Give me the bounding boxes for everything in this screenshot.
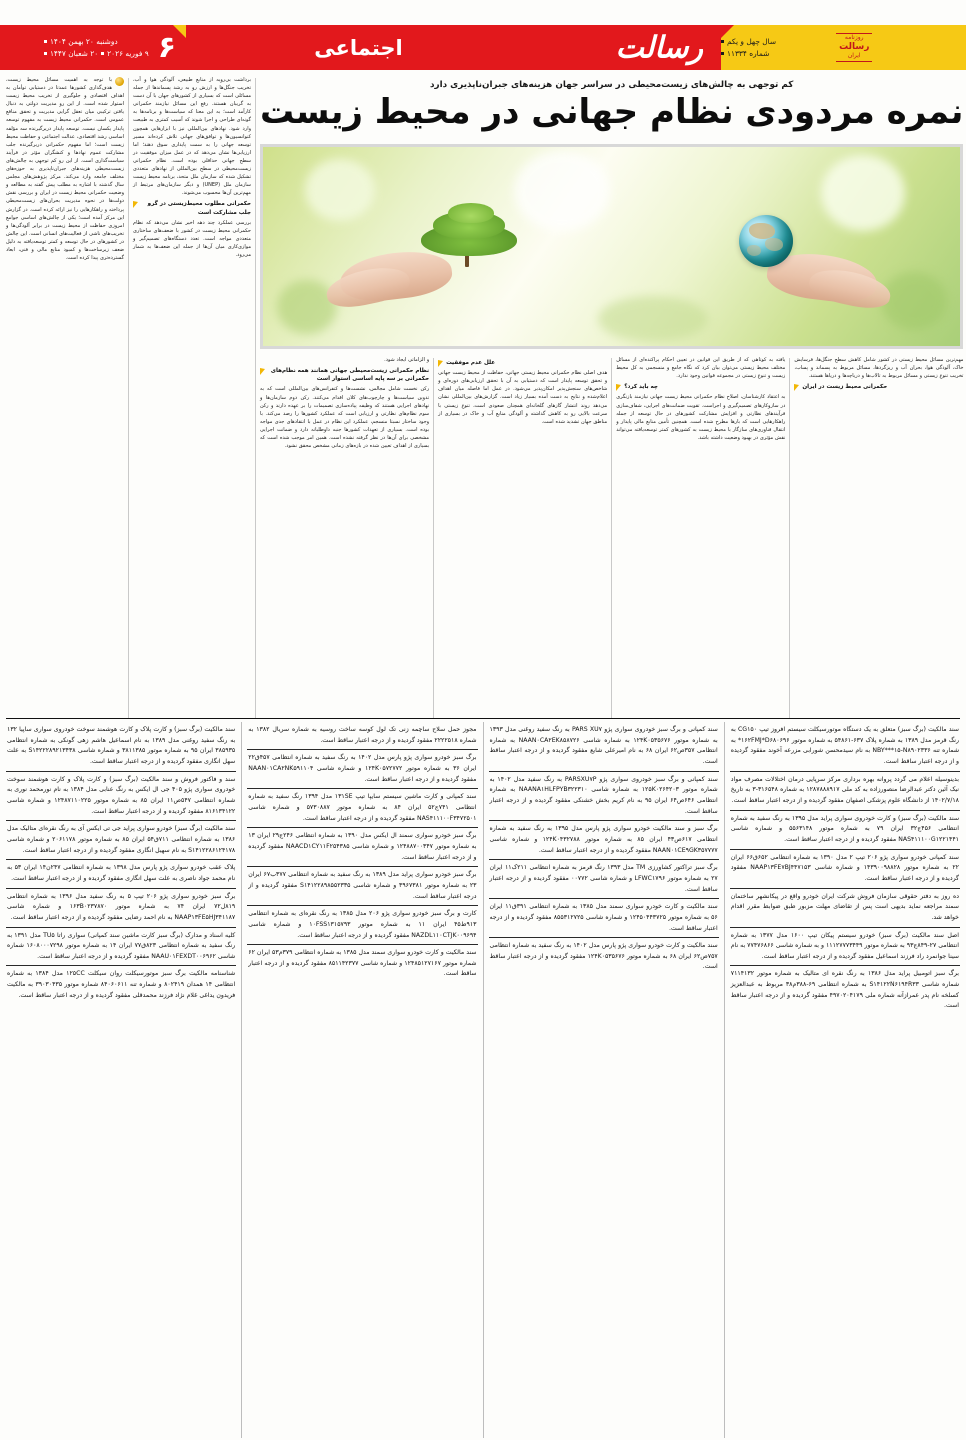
article-text: هدف اصلی نظام حکمرانی محیط زیستی جهانی، حفاظت از محیط زیست جهانی و تحقق توسعه پایدار است که دستیابی به آن با تحقق ارزیابی‌های دوره‌ای و شاخص‌های سنجش‌پذیر امکان‌پذیر می‌شود. در عمل اما فاصله میان اهداف اعلام‌شده و نتایج به دست آمده بسیار زیاد است. گزارش‌های بین‌المللی نشان می‌دهد روند انتشار گازهای گلخانه‌ای همچنان صعودی است، تنوع زیستی با سرعت بالایی رو به کاهش گذاشته و آلودگی منابع آب و خاک در بسیاری از مناطق جهان تشدید شده است. [438, 370, 608, 425]
article-column-right-1 [6, 76, 124, 718]
right-forearm [806, 264, 893, 313]
bokeh-light-icon [598, 296, 708, 342]
article-column-mid-2 [438, 356, 607, 718]
column-divider [611, 358, 612, 718]
emblem-top: روزنامه [844, 34, 864, 42]
article-paragraph [133, 76, 251, 197]
article-paragraph [260, 356, 429, 364]
classified-ad: سند مالکیت (برگ سبز) و کارت خودروی سواری پراید مدل ۱۳۹۵ به رنگ سفید به شماره انتظامی ۴۵۶ج۳۲ ایران ۷۹ به شماره موتور ۵۵۶۳۱۴۸ و شماره شاسی NAS۴۱۱۱۰۰G۱۲۲۱۴۴۱ مفقود گردیده و از درجه اعتبار ساقط است. [730, 811, 960, 850]
article-text: و الزاماتی ایجاد شود. [384, 357, 430, 364]
masthead [0, 25, 966, 70]
classified-ad: برگ سبز خودرو سواری پژو ۲۰۶ تیپ ۵ به رنگ سفید مدل ۱۳۹۶ به شماره انتظامی ۸۱۹ل۷۲ ایران ۷۴ به شماره موتور ۱۶۳B۰۲۳۷۸۷۰ و شماره شاسی NAAP۱۳FE۵HJ۳۴۱۱۸۷ به نام احمد رضایی مفقود گردیده و از درجه اعتبار ساقط است. [6, 889, 236, 928]
classified-ad: سند مالکیت (برگ سبز) خودرو سواری پراید جی تی ایکس آی به رنگ نقره‌ای متالیک مدل ۱۳۸۶ به شماره انتظامی ۷۱۱ق۵۴ ایران ۸۵ به شماره موتور ۲۰۶۱۱۷۸ و شماره شاسی S۱۴۱۲۲۸۶۱۲۴۱۷۸ به نام سهیل انگاری مفقود گردیده و از درجه اعتبار ساقط است. [6, 821, 236, 860]
classified-ad: سند مالکیت و کارت خودرو سواری سمند مدل ۱۳۸۵ به شماره انتظامی ۳۹۱ق۱۱ ایران ۵۶ به شماره موتور ۱۲۴۵۰۴۴۳۷۲۵ و شماره شاسی ۸۵۵۳۱۲۷۲۵ مفقود گردیده و از درجه اعتبار ساقط است. [489, 899, 719, 938]
article-text: مهم‌ترین مسائل محیط زیستی در کشور شامل کاهش سطح جنگل‌ها، فرسایش خاک، آلودگی هوا، بحران آب و ریزگردها، مسائل مربوط به پسماند و پساب، تخریب تنوع زیستی و مسائل مربوط به تالاب‌ها و دریاچه‌ها و دریاها هستند. [794, 357, 964, 380]
section-divider-rule [6, 718, 960, 719]
article-column-right-2 [133, 76, 251, 718]
masthead-issue-info [721, 25, 966, 70]
classified-ad: برگ سبز خودرو سواری پژو پارس مدل ۱۴۰۲ به رنگ سفید به شماره انتظامی ۴۵۷ق۲۲ ایران ۳۶ به شماره موتور ۱۲۴K۰۵۷۲۷۷۲ و شماره شاسی NAAN۰۱CA۲NK۵۹۱۱۰۴ مفقود گردیده و از درجه اعتبار ساقط است. [247, 750, 477, 789]
classified-ad: مجوز حمل سلاح ساچمه زنی تک لول کوسه ساخت روسیه به شماره سریال ۱۳۸۲ به شماره ۲۲۲۲۵۱۸ مفقود گردیده و از درجه اعتبار ساقط است. [247, 722, 477, 750]
article-text: بررسی عملکرد چند دهه اخیر نشان می‌دهد که نظام حکمرانی محیط زیست در کشور با ضعف‌های ساختاری متعددی مواجه است. تعدد دستگاه‌های تصمیم‌گیر و موازی‌کاری میان آن‌ها از جمله این ضعف‌ها به شمار می‌رود. [133, 219, 251, 258]
article-paragraph [438, 369, 607, 426]
article-subhead-5 [133, 200, 251, 216]
article-subhead-1 [260, 367, 429, 383]
corner-fold-icon [173, 25, 186, 38]
flag-marker-icon [616, 384, 621, 391]
classified-ad: برگ سبز خودرو سواری سمند ال ایکس مدل ۱۳۹۰ به شماره انتظامی ۲۴۶ج۲۹ ایران ۱۳ به شماره موتور ۱۲۴۸۸۷۰۰۳۴۷ و شماره شاسی NAACD۱CY۱۱F۲۵۴۳۸۵ مفقود گردیده و از درجه اعتبار ساقط است. [247, 828, 477, 867]
article-paragraph [133, 219, 251, 259]
subhead-text: حکمرانی مطلوب محیط‌زیستی در گرو جلب مشارکت است [147, 201, 251, 216]
classified-ad: سند کمپانی خودرو سواری پژو ۲۰۶ تیپ ۲ مدل ۱۳۹۰ به شماره انتظامی ۶۵۲ق۶۶ ایران ۲۲ به شماره موتور ۱۴۳۹۰۰۹۸۸۲۸ و شماره شاسی NAAP۱۳FE۷BJ۴۴۷۱۵۳ مفقود گردیده و از درجه اعتبار ساقط است. [730, 850, 960, 889]
column-divider [128, 78, 129, 718]
corner-fold-icon [721, 25, 734, 38]
classified-ad: سند مالکیت (برگ سبز) متعلق به یک دستگاه موتورسیکلت سیستم افروز تیپ CG۱۵۰ به رنگ قرمز مدل ۱۳۸۹ به شماره پلاک ۶۳۷-۵۴۸۶۱ به شماره موتور ۱۶۲FMJ*D۶۸۰۶۹۶* به شماره تنه NBY***۱۵-N۸۹۰۲۳۳۶ به نام سیدمحسن شورابی مزرعه آخوند مفقود گردیده و از درجه اعتبار ساقط است. [730, 722, 960, 772]
bullet-square-icon [721, 52, 724, 55]
article-column-mid-1 [616, 356, 785, 718]
classified-ad: پلاک عقب خودرو سواری پژو پارس مدل ۱۳۹۸ به شماره انتظامی ۲۴۷ن۱۴ ایران ۵۳ به نام محمد جواد ناصری به علت سهل انگاری مفقود گردیده و از درجه اعتبار ساقط است. [6, 860, 236, 888]
classified-ad: سند و فاکتور فروش و سند مالکیت (برگ سبز) و کارت پلاک و کارت هوشمند سوخت خودروی سواری پژو ۴۰۵ جی ال ایکس به رنگ عنابی مدل ۱۳۸۴ به نام نورمحمد نوری به شماره انتظامی ۵۴۷ص۱۱ ایران ۸۵ به شماره موتور ۱۲۴۸۷۱۱۰۲۲۵ و شماره شاسی ۸۱۶۱۳۴۱۲۲ مفقود گردیده و از درجه اعتبار ساقط است. [6, 772, 236, 822]
classified-ad: شناسنامه مالکیت برگ سبز موتورسیکلت روان سیکلت ۱۲۵CC مدل ۱۳۸۴ به شماره انتظامی ۱۴ همدان ۸۰۲۴۱۹ و شماره تنه ۸۴۰۶۰۶۱۱ شماره موتور ۳۹۰۳۰۴۳۵ به مالکیت فریدون یداغی غلام نژاد فرزند محمدقلی مفقود گردیده و از درجه اعتبار ساقط است. [7, 970, 236, 999]
section-title: اجتماعی [314, 35, 403, 60]
emblem-main: رسالت [839, 42, 870, 53]
classified-column-3 [489, 722, 719, 1438]
date-lunar: ۲۰ شعبان ۱۴۴۷ [49, 49, 99, 58]
article-paragraph [616, 356, 785, 380]
tree-icon [409, 203, 529, 273]
subhead-text: حکمرانی محیط زیست در ایران [802, 384, 888, 391]
bokeh-light-icon [305, 159, 375, 221]
bokeh-light-icon [821, 155, 905, 231]
page-number: ۶ [157, 29, 176, 65]
globe-icon [739, 215, 793, 267]
bullet-square-icon [101, 52, 104, 55]
article-text: یافته به کوتاهی که از طریق این قوانین در تعیین احکام پراکنده‌ای از مسائل مختلف محیط زیستی می‌توان بیان کرد که نگاه جامع و منسجمی به کل محیط زیست و تنوع زیستی در مجموعه قوانین وجود ندارد. [616, 357, 786, 380]
column-divider [724, 722, 725, 1438]
classified-ad: کلیه اسناد و مدارک (برگ سبز کارت ماشین سند کمپانی) سواری راتا TU۵ مدل ۱۳۹۱ به رنگ سفید به شماره انتظامی ۸۲۳ق۷۷ ایران ۱۴ به شماره موتور ۱۶۰۸۰۰۰۷۲۹۸ شماره شاسی NAAU۰۱FEXDT۰۰۶۹۶۲ مفقود گردیده و از درجه اعتبار ساقط است. [6, 928, 236, 967]
column-divider [433, 358, 434, 718]
classified-ad: بدینوسیله اعلام می گردد پروانه بهره برداری مرکز سرپایی درمان اختلالات مصرف مواد نیک آئین دکتر عبدالرضا منصورزاده به کد ملی ۱۲۸۷۸۸۸۹۱۷ به شماره ۳۱۶۵۴۸-۳ به تاریخ ۱۴۰۲/۷/۱۸ از دانشگاه علوم پزشکی اصفهان مفقود گردیده و از درجه اعتبار ساقط است. [730, 772, 960, 811]
article-main-block [260, 76, 963, 718]
newspaper-logo: رسالت [615, 30, 703, 65]
flag-marker-icon [260, 368, 265, 375]
classified-ads-section [0, 722, 966, 1438]
article-paragraph [616, 393, 785, 442]
emblem-bottom: ایران [847, 51, 861, 59]
article-text: رکن نخست شامل مجالس، نشست‌ها و کنفرانس‌های بین‌المللی است که به تدوین سیاست‌ها و چارچوب‌های کلان اقدام می‌کنند. رکن دوم سازمان‌ها و نهادهای اجرایی هستند که وظیفه پیاده‌سازی تصمیمات را بر عهده دارند و رکن سوم نظام‌های نظارتی و ارزیابی است که عملکرد کشورها را رصد می‌کند. با وجود ساختار نسبتا منسجم، عملکرد این نظام در عمل با انتقادهای جدی مواجه بوده است. بسیاری از تعهدات کشورها جنبه داوطلبانه دارد و ضمانت اجرایی مشخصی برای آن‌ها در نظر گرفته نشده است. همین امر موجب شده است که بسیاری از اهداف تعیین شده در بازه‌های زمانی مشخص محقق نشود. [260, 386, 430, 450]
article-kicker: کم توجهی به چالش‌های زیست‌محیطی در سراسر جهان هزینه‌های جبران‌ناپذیری دارد [430, 80, 794, 90]
article-text: برداشت بی‌رویه از منابع طبیعی، آلودگی هوا و آب، تخریب جنگل‌ها و ارزش رو به رشد پسماندها از جمله مسائلی است که بسیاری از کشورهای جهان با آن دست به گریبان هستند. رفع این مسائل نیازمند حکمرانی کارآمد است؛ به این معنا که سیاست‌ها و برنامه‌ها به گونه‌ای طراحی و اجرا شوند که آسیب کمتری به طبیعت وارد شود. نهادهای بین‌المللی نیز با ابزارهایی همچون کنوانسیون‌ها و توافق‌های جهانی تلاش کرده‌اند مسیر توسعه جهانی را به سمت پایداری سوق دهند؛ اما ارزیابی‌ها نشان می‌دهد که در عمل میزان موفقیت در سطح جهانی حداقلی بوده است. نظام حکمرانی زیست‌محیطی در سطح بین‌المللی از نهادهای متعددی تشکیل شده که سازمان ملل متحد، برنامه محیط زیست سازمان ملل (UNEP) و دیگر سازمان‌های مرتبط از مهم‌ترین آن‌ها محسوب می‌شوند. [133, 77, 251, 197]
flag-marker-icon [133, 201, 138, 208]
issue-number-line [721, 49, 776, 58]
left-forearm [323, 262, 412, 313]
page-title: نمره مردودی نظام جهانی در محیط زیست [260, 92, 964, 132]
classified-ad: سند کمپانی و برگ سبز خودروی سواری پژو PARSXU۷P به رنگ سفید مدل ۱۴۰۲ به شماره موتور ۱۲۵K۰۲۶۴۲۰۳ به شماره شاسی NAANA۱HLFPYB۳۲۲۳۱۰ به شماره انتظامی ۶۴۶ص۶۴ ایران ۹۵ به نام کریم بخش خشنکی مفقود گردیده و از درجه اعتبار ساقط است. [489, 772, 719, 822]
issue-block [721, 37, 776, 59]
masthead-center [186, 25, 721, 70]
date-solar: دوشنبه ۲۰ بهمن ۱۴۰۴ [49, 36, 118, 46]
article-zone [0, 72, 966, 718]
classified-ad: کارت و برگ سبز خودرو سواری پژو ۲۰۶ مدل ۱۳۸۵ به رنگ نقره‌ای به شماره انتظامی ۹۱۳ط۴۵ ایران ۱۱ به شماره موتور ۱۰FSS۱۳۱۵۷۹۳ و شماره شاسی NAZDL۱۱۰CTJK۰۰۹۶۹۴ مفقود گردیده و از درجه اعتبار ساقط است. [247, 906, 477, 945]
article-photo [260, 144, 963, 349]
masthead-page-info [0, 25, 186, 70]
classified-ad: سند مالکیت (برگ سبز) و کارت پلاک و کارت هوشمند سوخت خودروی سواری ساپیا ۱۳۲ به رنگ سفید روغنی مدل ۱۳۸۹ به نام اسماعیل هاشم زهی گونکی به شماره انتظامی ۳۸۵۹۳۵ ایران ۹۵ به شماره موتور ۳۸۱۱۳۸۵ و شماره شاسی S۱۴۲۲۲۸۹۲۱۳۴۳۸ به علت سهل انگاری مفقود گردیده و از درجه اعتبار ساقط است. [6, 722, 236, 772]
bullet-square-icon [44, 40, 47, 43]
classified-ad: برگ سبز خودرو سواری پراید مدل ۱۳۸۹ به رنگ سفید به شماره انتظامی ۳۷۷ب۶۷ ایران ۲۳ به شماره موتور ۳۹۶۷۳۸۱ و شماره شاسی S۱۴۱۲۲۸۹۸۵۵۲۳۳۵ مفقود گردیده و از درجه اعتبار ساقط است. [247, 867, 477, 906]
subhead-text: چه باید کرد؟ [624, 384, 658, 391]
article-paragraph [6, 76, 124, 262]
article-body-columns [260, 356, 963, 718]
classified-ad: برگ سبز تراکتور کشاورزی TM مدل ۱۳۹۳ رنگ قرمز به شماره انتظامی ۲۱۱ک۱۱ ایران ۲۷ به شماره موتور LFWC۱۷۹۶ و شماره شاسی ۰۰۷۷۲ مفقود گردیده و از درجه اعتبار ساقط است. [489, 860, 719, 899]
column-divider [483, 722, 484, 1438]
flag-marker-icon [438, 360, 443, 367]
date-line-solar [44, 37, 149, 46]
issue-number: شماره ۱۱۳۳۴ [727, 49, 770, 58]
subhead-text: علل عدم موفقیت [446, 360, 496, 367]
classified-ad: سند کمپانی و برگ سبز خودروی سواری پژو PARS XU۷ به رنگ سفید روغنی مدل ۱۳۹۳ به شماره موتور ۱۲۴K۰۵۳۵۶۷۶ به شماره شاسی NAAN۰CA۲EK۸۵۸۷۲۶ به شماره انتظامی ۳۵۷ص۶۲ ایران ۶۸ به نام امیرعلی شایع مفقود گردیده و از درجه اعتبار ساقط است. [489, 722, 719, 772]
classified-column-4 [730, 722, 960, 1438]
subhead-text: نظام حکمرانی زیست‌محیطی جهانی همانند همه نظام‌های حکمرانی بر سه پایه اساسی استوار است [270, 368, 430, 383]
classified-ad: سند مالکیت و کارت خودرو سواری پژو پارس مدل ۱۴۰۲ به رنگ سفید به شماره انتظامی ۷۵۷ص۶۲ ایران ۶۸ به شماره موتور ۱۲۴K۰۵۳۵۶۷۶ مفقود گردیده و از درجه اعتبار ساقط است. [489, 942, 718, 971]
classified-ad: اصل سند مالکیت (برگ سبز) خودرو سیستم پیکان تیپ ۱۶۰۰ مدل ۱۳۷۷ به شماره انتظامی ۲۷-۸۴۹ج۹۳ به شماره موتور ۱۱۱۲۷۷۷۳۴۴۹ و به شماره شاسی ۷۷۴۷۶۸۶۶ به نام سینا جوانمرد راد فرزند اسماعیل مفقود گردیده و از درجه اعتبار ساقط است. [730, 928, 960, 967]
article-paragraph [794, 356, 963, 380]
classified-ad: سند کمپانی و کارت ماشین سیستم سایپا تیپ ۱۳۱SE مدل ۱۳۹۴ رنگ سفید به شماره انتظامی ۷۴۱ج۵۲ ایران ۸۴ به شماره موتور ۵۷۳۰۸۸۷ و شماره شاسی NAS۴۱۱۱۰۰F۳۴۷۲۵۰۱ مفقود گردیده و از درجه اعتبار ساقط است. [247, 789, 477, 828]
bullet-square-icon [721, 40, 724, 43]
classified-ad: برگ سبز اتومبیل پراید مدل ۱۳۸۶ به رنگ نقره ای متالیک به شماره موتور ۷۱۱۴۱۳۲ شماره شاسی S۱۴۱۲۲N۶۱۹۴R۳۳ به شماره انتظامی ۶۹-۳۸۸م۳۸ مربوط به عبدالعزیز کسلخه نام پدر عمرازآنه شماره ملی ۴۹۷۰۲۰۴۱۷۹ مفقود گردیده و از درجه اعتبار ساقط است. [730, 970, 960, 1010]
date-block [44, 37, 149, 59]
classified-ad: سند مالکیت و کارت خودرو سواری سمند مدل ۱۳۸۵ به شماره انتظامی ۳۷۹م۵۳ ایران ۶۲ شماره موتور ۱۲۴۸۵۱۲۷۱۶۷ و شماره شاسی ۸۵۱۱۴۲۳۷۷ مفقود گردیده و از درجه اعتبار ساقط است. [248, 949, 477, 978]
classified-column-2 [247, 722, 477, 1438]
bokeh-light-icon [881, 272, 947, 330]
classified-ad: برگ سبز و سند مالکیت خودرو سواری پژو پارس مدل ۱۳۹۵ به رنگ سفید به شماره انتظامی ۶۱۷ص۴۳ ایران ۸۵ به شماره موتور ۱۲۴K۰۴۳۲۷۸۸ و شماره شاسی NAAN۰۱CE۹GK۳۵۷۷۷۷ مفقود گردیده و از درجه اعتبار ساقط است. [489, 821, 719, 860]
date-gregorian: ۹ فوریه ۲۰۲۶ [107, 49, 149, 58]
article-column-mid-3 [260, 356, 429, 718]
issue-year: سال چهل و یکم [727, 36, 777, 46]
article-text: با توجه به اهمیت مسائل محیط زیست، هدف‌گذاری کشورها عمدتا در دستیابی توأمان به اهداف اقتصادی و جلوگیری از تخریب محیط زیست استوار شده است. از این رو مدیریت دولتی به دنبال یافتن ترکیبی میان تعقل گرایی مدیریت و تحقق منافع عمومی است. حکمرانی محیط زیست به مفهوم توسعه پایدار یکسان نیست. توسعه پایدار دربرگیرنده سه مؤلفه اساسی رشد اقتصادی، عدالت اجتماعی و حفاظت محیط زیست است؛ اما مفهوم حکمرانی دربرگیرنده جلب مشارکت عموم نهادها و کنشگران مؤثر در فرآیند سیاست‌گذاری است. از این رو کم توجهی به چالش‌های زیست‌محیطی هزینه‌های جبران‌ناپذیری به حوزه‌های مختلف جامعه وارد می‌کند. مرکز پژوهش‌های مجلس سال گذشته با اشاره به مطلب پیش گفته به مطالعه و وضعیت حکمرانی محیط زیست در ایران و بررسی نقش دولت‌ها در نحوه مدیریت بحران‌های زیست‌محیطی پرداخته و راهکارهایی را نیز ارائه کرده است. در گزارش این مرکز آمده است؛ یکی از چالش‌های اساسی جوامع امروزی حفاظت از محیط زیست در برابر آلودگی‌ها و تخریب‌های ناشی از فعالیت‌های انسانی است. این چالش در کشورهای در حال توسعه و کمتر توسعه‌یافته به دلیل ضعف زیرساخت‌ها و کمبود منابع مالی و فنی، ابعاد گسترده‌تری پیدا کرده است. [6, 77, 124, 262]
issue-year-line [721, 37, 776, 46]
classified-column-1 [6, 722, 236, 1438]
article-column-mid-0 [794, 356, 963, 718]
article-subhead-2 [438, 359, 607, 367]
bullet-square-icon [44, 52, 47, 55]
classified-ad: ده روز به دفتر حقوقی سازمان فروش شرکت ایران خودرو واقع در پیکانشهر ساختمان سمند مراجعه نماید بدیهی است پس از تقاضای مهلت مزبور طبق ضوابط مقرر اقدام خواهد شد. [730, 889, 960, 928]
article-text: به اعتقاد کارشناسان، اصلاح نظام حکمرانی محیط زیست جهانی نیازمند بازنگری در سازوکارهای تصمیم‌گیری و اجراست. تقویت ضمانت‌های اجرایی، شفاف‌سازی فرآیندهای نظارتی و افزایش مشارکت کشورهای در حال توسعه از جمله راهکارهایی است که بارها مطرح شده است. همچنین تأمین منابع مالی پایدار و انتقال فناوری‌های سازگار با محیط زیست به کشورهای کمتر توسعه‌یافته می‌تواند نقش مؤثری در بهبود وضعیت داشته باشد. [616, 394, 786, 441]
column-divider [255, 78, 256, 718]
publication-emblem-icon [836, 33, 872, 61]
date-line-lunar [44, 49, 149, 58]
flag-marker-icon [794, 384, 799, 391]
column-divider [241, 722, 242, 1438]
article-subhead-4 [794, 383, 963, 391]
article-subhead-3 [616, 383, 785, 391]
column-divider [789, 358, 790, 718]
article-paragraph [260, 385, 429, 450]
drop-cap-bullet-icon [115, 77, 124, 86]
